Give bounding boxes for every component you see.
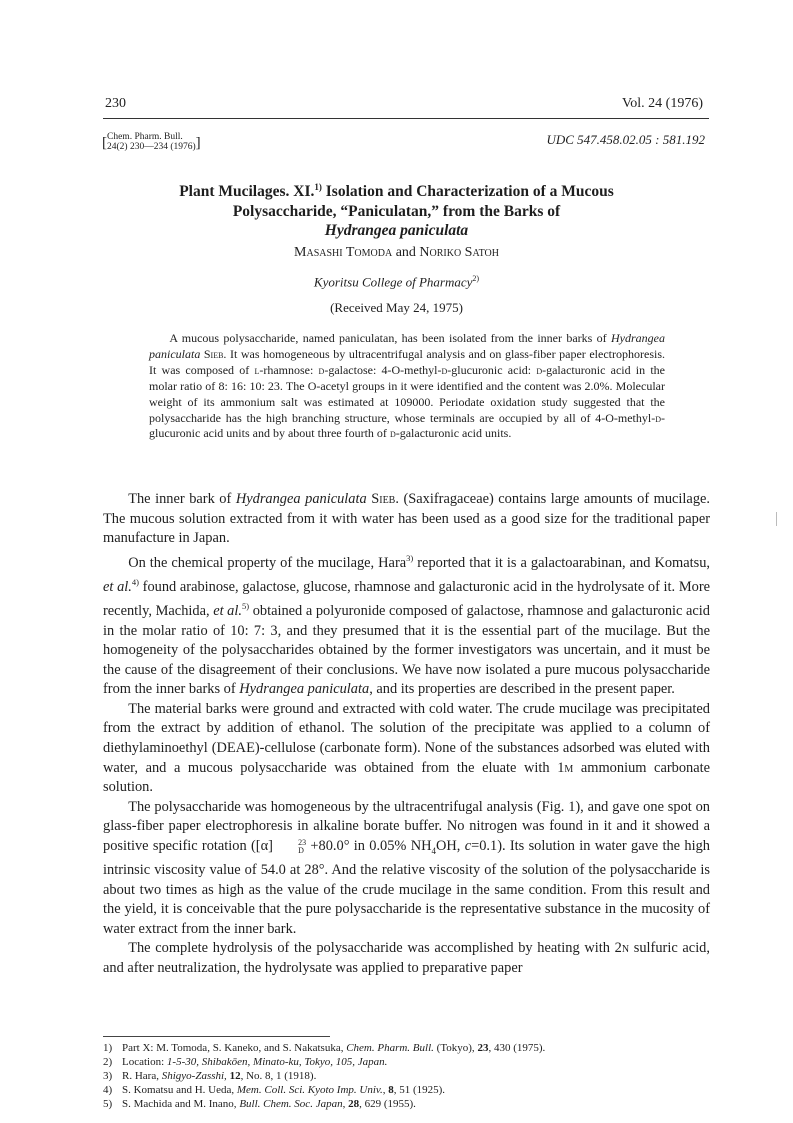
footnotes xyxy=(103,1042,713,1112)
affiliation xyxy=(0,274,793,290)
ref-3: 3) xyxy=(406,552,414,563)
page-number: 230 xyxy=(105,96,126,111)
rotation-d-line: D xyxy=(298,845,304,855)
paper-title xyxy=(0,178,793,241)
footnote: 2) Location: 1-5-30, Shibakōen, Minato-ku, Tokyo, 105, Japan. xyxy=(103,1055,388,1068)
title-line2: Polysaccharide, “Paniculatan,” from the Barks of xyxy=(232,202,561,220)
right-bracket: ] xyxy=(195,135,201,152)
received-date: (Received May 24, 1975) xyxy=(330,300,463,315)
abstract xyxy=(149,331,665,442)
paragraph-4: The polysaccharide was homogeneous by the ultracentrifugal analysis (Fig. 1), and gave one spot on glass-fiber paper electrophoresis in alkaline borate buffer. No nitrogen was found in it and it showed a positive specific rotation ([α] 23 D +80.0° in 0.05% $NH_4OH$, c=0.1). Its solution in water gave the high intrinsic viscosity value of 54.0 at 28°. And the relative viscosity of the solution of the polysaccharide is about two times as high as the value of the crude mucilage in the same condition. From this result and the yield, it is conceivable that the pure polysaccharide is the representative substance in the mucosity of water extract from the inner bark. xyxy=(103,798,710,937)
journal-ref-line1: Chem. Pharm. Bull. xyxy=(107,132,183,142)
author-2: Noriko Satoh xyxy=(419,245,499,260)
affiliation-name: Kyoritsu College of Pharmacy xyxy=(313,274,473,290)
footnote: 3) R. Hara, Shigyo-Zasshi, 12, No. 8, 1 (1918). xyxy=(103,1069,317,1082)
journal-ref-line2: 24(2) 230—234 (1976) xyxy=(107,142,196,152)
paragraph-5: The complete hydrolysis of the polysaccharide was accomplished by heating with 2n sulfuric acid, and after neutralization, the hydrolysate was applied to preparative paper xyxy=(103,940,710,976)
abstract-species-author: Sieb. xyxy=(203,346,227,361)
footnote: 5) S. Machida and M. Inano, Bull. Chem. Soc. Japan, 28, 629 (1955). xyxy=(103,1097,416,1110)
paragraph-1: The inner bark of Hydrangea paniculata Sieb. (Saxifragaceae) contains large amounts of mucilage. The mucous solution extracted from it with water has been used as a good size for the traditional paper manufacture in Japan. xyxy=(103,491,710,547)
footnote: 1) Part X: M. Tomoda, S. Kaneko, and S. Nakatsuka, Chem. Pharm. Bull. (Tokyo), 23, 430 (1975). xyxy=(103,1042,546,1054)
title-line1-a: Plant Mucilages. XI. xyxy=(179,183,315,201)
margin-mark xyxy=(776,512,777,526)
left-bracket: [ xyxy=(102,135,107,152)
volume-label: Vol. 24 (1976) xyxy=(621,96,703,111)
affiliation-sup: 2) xyxy=(472,274,480,283)
ref-4: 4) xyxy=(131,576,139,587)
title-ref-sup: 1) xyxy=(314,182,322,192)
author-list xyxy=(0,245,793,261)
author-conjunction: and xyxy=(392,245,420,260)
footnote-rule xyxy=(103,1036,330,1037)
title-line1-b: Isolation and Characterization of a Mucous xyxy=(321,183,614,201)
body-text xyxy=(103,490,710,978)
title-line3: Hydrangea paniculata xyxy=(324,222,469,240)
header-rule xyxy=(103,118,709,119)
footnote: 4) S. Komatsu and H. Ueda, Mem. Coll. Sci. Kyoto Imp. Univ., 8, 51 (1925). xyxy=(103,1083,446,1096)
rotation-temp: 23 xyxy=(298,837,307,847)
abstract-species: Hydrangea paniculata xyxy=(149,331,665,361)
author-1: Masashi Tomoda xyxy=(294,245,393,260)
udc-code: UDC 547.458.02.05 : 581.192 xyxy=(546,132,705,147)
paragraph-3: The material barks were ground and extracted with cold water. The crude mucilage was precipitated from the extract by addition of ethanol. The solution of the precipitate was applied to a column of diethylaminoethyl (DEAE)-cellulose (carbonate form). None of the substances adsorbed was eluted with water, and a mucous polysaccharide was obtained from the eluate with 1m ammonium carbonate solution. xyxy=(103,700,710,796)
ref-5: 5) xyxy=(241,601,250,612)
abstract-text: A mucous polysaccharide, named paniculatan, has been isolated from the inner barks of Hydrangea paniculata Sieb. It was homogeneous by ultracentrifugal analysis and on glass-fiber paper electrophoresis. It was composed of l-rhamnose: d-galactose: 4-O-methyl-d-glucuronic acid: d-galacturonic acid in the molar ratio of 8: 16: 10: 23. The O-acetyl groups in it were identified and the content was 2.0%. Molecular weight of its ammonium salt was estimated at 109000. Periodate oxidation study suggested that the polysaccharide has the high branching structure, whose terminals are occupied by all of 4-O-methyl-d-glucuronic acid units and by about three fourth of d-galacturonic acid units. xyxy=(149,331,665,441)
journal-reference xyxy=(102,132,201,152)
paragraph-2: On the chemical property of the mucilage, Hara$^{3)}$ reported that it is a galactoarabinan, and Komatsu, et al.$^{4)}$ found arabinose, galactose, glucose, rhamnose and galacturonic acid in the hydrolysate of it. More recently, Machida, et al.$^{5)}$ obtained a polyuronide composed of galactose, rhamnose and galacturonic acid in the molar ratio of 10: 7: 3, and they presumed that it is the essential part of the mucilage. But the homogeneity of the polysaccharides obtained by the former investigators was uncertain, and it must be the cause of the disagreement of their conclusions. We have now isolated a pure mucous polysaccharide from the inner barks of Hydrangea paniculata, and its properties are described in the present paper. xyxy=(103,552,711,698)
